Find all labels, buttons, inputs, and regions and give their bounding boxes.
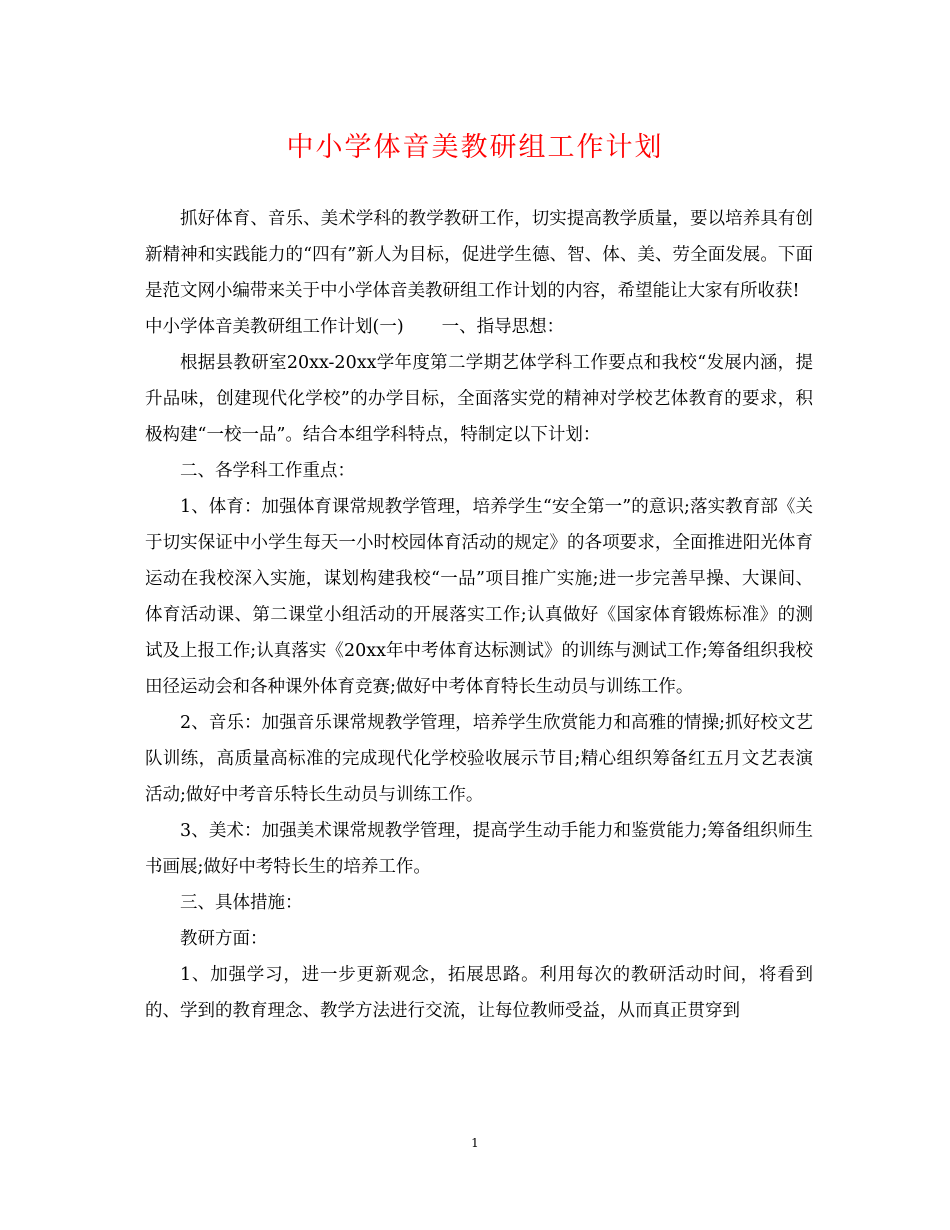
subject-focus-heading: 二、各学科工作重点： — [180, 461, 355, 481]
measures-heading: 三、具体措施： — [180, 893, 303, 913]
pe-paragraph: 1、体育：加强体育课常规教学管理，培养学生“安全第一”的意识;落实教育部《关于切实保证中小学生每天一小时校园体育活动的规定》的各项要求，全面推进阳光体育运动在我校深入实施，谋划构建我校“一品”项目推广实施;进一步完善早操、大课间、体育活动课、第二课堂小组活动的开展落实工作;认真做好《国家体育锻炼标准》的测试及上报工作;认真落实《20xx年中考体育达标测试》的训练与测试工作;筹备组织我校田径运动会和各种课外体育竞赛;做好中考体育特长生动员与训练工作。 — [145, 497, 813, 697]
art-paragraph: 3、美术：加强美术课常规教学管理，提高学生动手能力和鉴赏能力;筹备组织师生书画展;做好中考特长生的培养工作。 — [145, 821, 813, 877]
section-heading-title: 中小学体音美教研组工作计划(一) — [145, 317, 404, 337]
music-paragraph: 2、音乐：加强音乐课常规教学管理，培养学生欣赏能力和高雅的情操;抓好校文艺队训练，高质量高标准的完成现代化学校验收展示节目;精心组织筹备红五月文艺表演活动;做好中考音乐特长生动员与训练工作。 — [145, 713, 813, 805]
intro-paragraph: 抓好体育、音乐、美术学科的教学教研工作，切实提高教学质量，要以培养具有创新精神和实践能力的“四有”新人为目标，促进学生德、智、体、美、劳全面发展。下面是范文网小编带来关于中小学体音美教研组工作计划的内容，希望能让大家有所收获! — [145, 209, 813, 301]
document-title: 中小学体音美教研组工作计划 — [286, 132, 664, 163]
teaching-research-heading: 教研方面： — [180, 929, 268, 949]
page-number: 1 — [471, 1136, 479, 1150]
guideline-paragraph: 根据县教研室20xx-20xx学年度第二学期艺体学科工作要点和我校“发展内涵，提升品味，创建现代化学校”的办学目标，全面落实党的精神对学校艺体教育的要求，积极构建“一校一品”。结合本组学科特点，特制定以下计划： — [145, 353, 813, 445]
document-body — [145, 201, 813, 1029]
section-heading — [145, 309, 813, 345]
study-paragraph: 1、加强学习，进一步更新观念，拓展思路。利用每次的教研活动时间，将看到的、学到的教育理念、教学方法进行交流，让每位教师受益，从而真正贯穿到 — [145, 965, 813, 1021]
section-heading-guideline: 一、指导思想： — [441, 317, 565, 337]
